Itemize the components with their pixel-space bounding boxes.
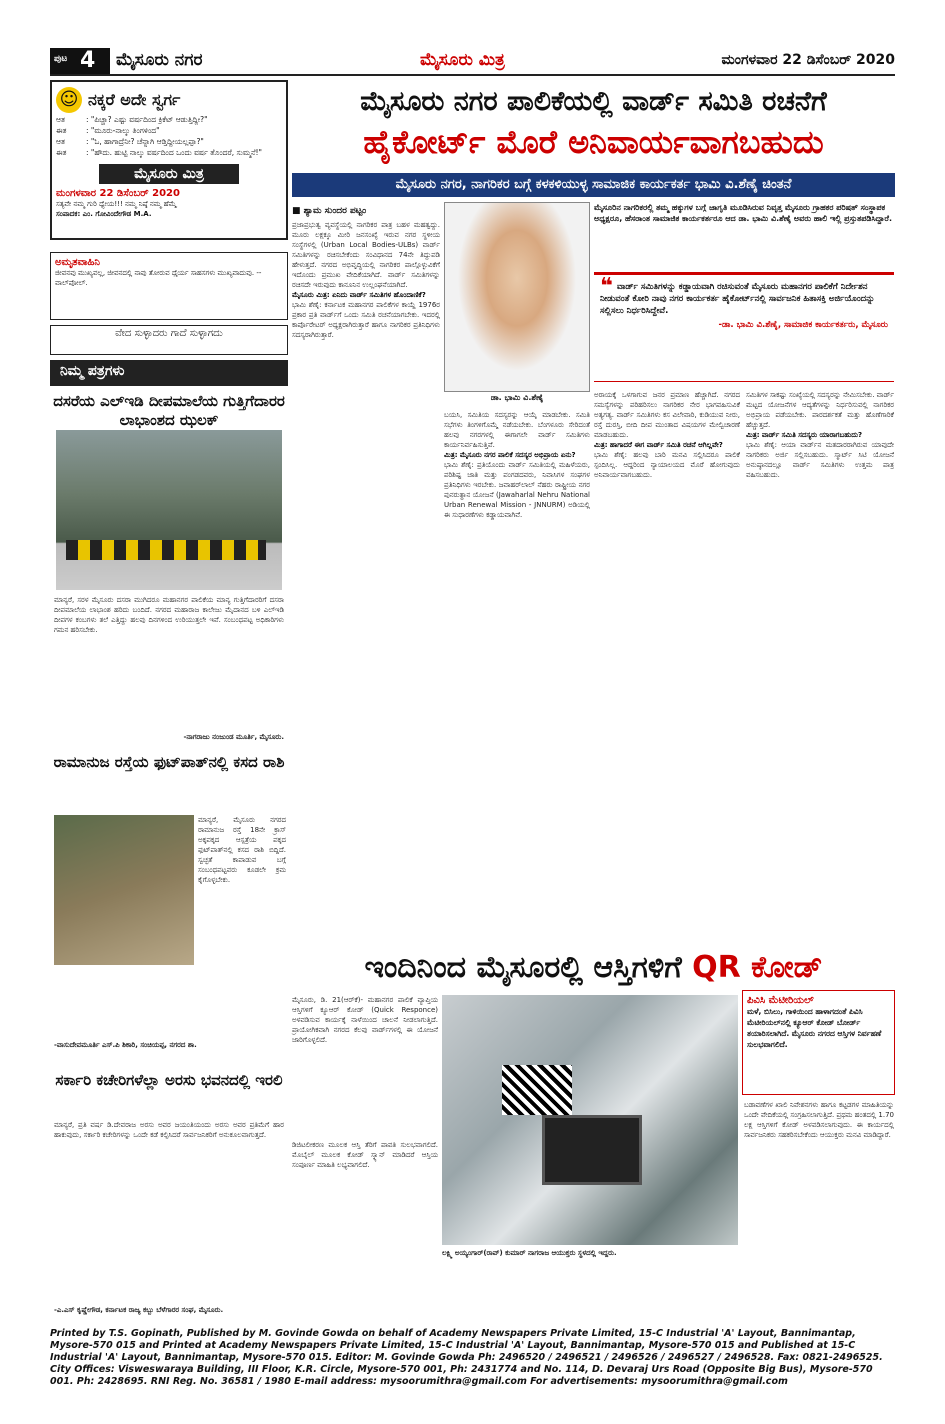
mitra-tagline: ಸತ್ಯವೇ ನಮ್ಮ ಗುರಿ ಧ್ಯೇಯ!!! ನಮ್ಮ ನಿಷ್ಠೆ ನಮ್ಮ ಹೆಮ್ಮೆ [56, 200, 177, 208]
masthead: ಮೈಸೂರು ಮಿತ್ರ [420, 50, 505, 70]
quote-mark-icon: ❝ [600, 274, 613, 299]
quote-signature: -ಡಾ. ಭಾಮಿ ವಿ.ಶೆಣೈ, ಸಾಮಾಜಿಕ ಕಾರ್ಯಕರ್ತರು, ಮೈಸೂರು [718, 320, 888, 330]
garbage-photo [54, 815, 194, 965]
qr-code-board [502, 1065, 572, 1115]
pvc-text: ಮಳೆ, ಬಿಸಿಲು, ಗಾಳಿಯಿಂದ ಹಾಳಾಗದಂತೆ ಪಿವಿಸಿ ಮೆಟೀರಿಯಲ್‌ನಲ್ಲಿ ಕ್ಯೂಆರ್ ಕೋಡ್ ಬೋರ್ಡ್ ತಯಾರಿಸಲಾಗಿದೆ. ಮೈಸೂರು ನಗರದ ಆಸ್ತಿಗಳ ನಿರ್ವಹಣೆ ಸುಲಭವಾಗಲಿದೆ. [747, 1007, 882, 1049]
pull-quote: ❝ ವಾರ್ಡ್ ಸಮಿತಿಗಳನ್ನು ಕಡ್ಡಾಯವಾಗಿ ರಚಿಸುವಂತೆ ಮೈಸೂರು ಮಹಾನಗರ ಪಾಲಿಕೆಗೆ ನಿರ್ದೇಶನ ನೀಡುವಂತೆ ಕೋರಿ ನಾವು ನಗರ ಕಾರ್ಯಕರ್ತ ಹೈಕೋರ್ಟ್‌ನಲ್ಲಿ ಸಾರ್ವಜನಿಕ ಹಿತಾಸಕ್ತಿ ಅರ್ಜಿಯೊಂದನ್ನು ಸಲ್ಲಿಸಲು ನಿರ್ಧರಿಸಿದ್ದೇವೆ. -ಡಾ. ಭಾಮಿ ವಿ.ಶೆಣೈ, ಸಾಮಾಜಿಕ ಕಾರ್ಯಕರ್ತರು, ಮೈಸೂರು [594, 272, 894, 382]
joke-line: ಈತ : "ಮೂರು-ನಾಲ್ಕು ತಿಂಗಳಿಂದ" [56, 126, 160, 135]
question: ಮಿತ್ರ: ಹಾಗಾದರೆ ಈಗ ವಾರ್ಡ್ ಸಮಿತಿ ರಚನೆ ಆಗಿಲ್ಲವೇ? [594, 441, 723, 449]
letter1-headline: ದಸರೆಯ ಎಲ್‌ಇಡಿ ದೀಪಮಾಲೆಯ ಗುತ್ತಿಗೆದಾರರ ಲಾಭಾಂಶದ ಝಲಕ್ [53, 392, 285, 429]
joke-header [56, 86, 282, 114]
computer-monitor [542, 1115, 642, 1185]
page-header [50, 48, 895, 76]
imprint-footer: Printed by T.S. Gopinath, Published by M. Govinde Gowda on behalf of Academy Newspapers Private Limited, 15-C Industrial 'A' Layout, Bannimantap, Mysore-570 015 and Printed at Academy Newspapers Private Limited, 15-C Industrial 'A' Layout, Bannimantap, Mysore-570 015 and Published at 15-C Industrial 'A' Layout, Bannimantap, Mysore-570 015. Editor: M. Govinde Gowda Ph: 2496520 / 2496521 / 2496526 / 2496527 / 2496528. Fax: 0821-2496525. City Offices: Visweswaraya Building, III Floor, K.R. Circle, Mysore-570 001, Ph: 2431774 and No. 114, D. Devaraj Urs Road (Opposite Big Bus), Mysore-570 001. Ph: 2428695. RNI Reg. No. 36581 / 1980 E-mail address: mysoorumithra@gmail.com For advertisements: mysoorumithra@gmail.com [50, 1328, 883, 1387]
qr-col3: ಬಡಾವಣೆಗಳ ಖಾಲಿ ನಿವೇಶನಗಳು ಹಾಗೂ ಕಟ್ಟಡಗಳ ಮಾಹಿತಿಯನ್ನು ಒಂದೇ ವೇದಿಕೆಯಲ್ಲಿ ಸಂಗ್ರಹಿಸಲಾಗುತ್ತಿದೆ. ಪ್ರಥಮ ಹಂತದಲ್ಲಿ 1.70 ಲಕ್ಷ ಆಸ್ತಿಗಳಿಗೆ ಕೋಡ್ ಅಳವಡಿಸಲಾಗುವುದು. ಈ ಕಾರ್ಯದಲ್ಲಿ ಸಾರ್ವಜನಿಕರು ಸಹಕರಿಸಬೇಕೆಂದು ಆಯುಕ್ತರು ಮನವಿ ಮಾಡಿದ್ದಾರೆ. [744, 1101, 894, 1139]
lead-subheadline: ಹೈಕೋರ್ಟ್ ಮೊರೆ ಅನಿವಾರ್ಯವಾಗಬಹುದು [363, 123, 824, 161]
section-title: ಮೈಸೂರು ನಗರ [116, 50, 203, 70]
joke-line: ಆತ : "ಪಿಚ್ಚಾ? ಎಷ್ಟು ವರ್ಷದಿಂದ ಕ್ರಿಕೆಟ್ ಆಡುತ್ತಿದ್ದೀ?" [56, 115, 208, 124]
lead-col4: ಸಮಿತಿಗಳ ಸಾಕಷ್ಟು ಸಂಖ್ಯೆಯಲ್ಲಿ ಸದಸ್ಯರನ್ನು ನೇಮಿಸಬೇಕು. ವಾರ್ಡ್ ಮಟ್ಟದ ಯೋಜನೆಗಳ ಆದ್ಯತೆಗಳನ್ನು ನಿರ್ಧರಿಸುವಲ್ಲಿ ನಾಗರಿಕರ ಅಭಿಪ್ರಾಯ ಪಡೆಯಬೇಕು. ಪಾರದರ್ಶಕತೆ ಮತ್ತು ಹೊಣೆಗಾರಿಕೆ ಹೆಚ್ಚುತ್ತದೆ. ಮಿತ್ರ: ವಾರ್ಡ್ ಸಮಿತಿ ಸದಸ್ಯರು ಯಾರಾಗಬಹುದು? ಭಾಮಿ ಶೆಣೈ: ಆಯಾ ವಾರ್ಡ್‌ನ ಮತದಾರರಾಗಿರುವ ಯಾವುದೇ ನಾಗರಿಕರು ಅರ್ಜಿ ಸಲ್ಲಿಸಬಹುದು. ಸ್ಮಾರ್ಟ್ ಸಿಟಿ ಯೋಜನೆ ಅನುಷ್ಠಾನದಲ್ಲೂ ವಾರ್ಡ್ ಸಮಿತಿಗಳು ಉತ್ತಮ ಪಾತ್ರ ವಹಿಸಬಹುದು. [746, 391, 894, 479]
joke-box [50, 80, 288, 240]
page-number: 4 [80, 48, 96, 73]
amrita-title: ಅಮೃತವಾಹಿನಿ [55, 257, 100, 268]
issue-date: ಮಂಗಳವಾರ 22 ಡಿಸೆಂಬರ್ 2020 [721, 52, 895, 68]
qr-photo-caption: ಲಕ್ಷ್ಮಿ ಅಯ್ಯಂಗಾರ್‌(ರಾವ್) ಕುಮಾರ್ ನಾಗರಾಜ ಆಯುಕ್ತರು ಸ್ಥಳದಲ್ಲಿ ಇದ್ದರು. [442, 1249, 617, 1257]
letter3-headline: ಸರ್ಕಾರಿ ಕಚೇರಿಗಳೆಲ್ಲಾ ಅರಸು ಭವನದಲ್ಲಿ ಇರಲಿ [55, 1071, 283, 1089]
intro-blurb: ಮೈಸೂರಿನ ನಾಗರಿಕರಲ್ಲಿ ತಮ್ಮ ಹಕ್ಕುಗಳ ಬಗ್ಗೆ ಜಾಗೃತಿ ಮೂಡಿಸಿರುವ ನಿವೃತ್ತ ಮೈಸೂರು ಗ್ರಾಹಕರ ಪರಿಷತ್ ಸಂಸ್ಥಾಪಕ ಅಧ್ಯಕ್ಷರೂ, ಹೆಸರಾಂತ ಸಾಮಾಜಿಕ ಕಾರ್ಯಕರ್ತರೂ ಆದ ಡಾ. ಭಾಮಿ ವಿ.ಶೆಣೈ ಅವರು ಹಾಲಿ ಇಲ್ಲಿ ಪ್ರಸ್ತುತಪಡಿಸಿದ್ದಾರೆ. [594, 203, 893, 223]
letter2-signature: -ವಾಸುದೇವಮೂರ್ತಿ ಎಸ್.ಪಿ ಶಿಕಾರಿ, ಸಂಚಿಯಪ್ಪ, ನಗರದ ಶಾ. [54, 1041, 197, 1049]
page-number-box [50, 48, 110, 74]
qr-office-photo [442, 995, 738, 1245]
letter2-body: ಮಾನ್ಯರೆ, ಮೈಸೂರು ನಗರದ ರಾಮಾನುಜ ರಸ್ತೆ 18ನೇ ಕ್ರಾಸ್ ಅಕ್ಕಪಕ್ಕದ ಆಸ್ಪತ್ರೆಯ ಪಕ್ಕದ ಫುಟ್‌ಪಾತ್‌ನಲ್ಲಿ ಕಸದ ರಾಶಿ ಬಿದ್ದಿದೆ. ಸ್ವಚ್ಛತೆ ಕಾಪಾಡುವ ಬಗ್ಗೆ ಸಂಬಂಧಪಟ್ಟವರು ಕೂಡಲೇ ಕ್ರಮ ಕೈಗೊಳ್ಳಬೇಕು. [198, 816, 286, 884]
mitra-editor: ಸಂಪಾದಕ: ಎಂ. ಗೋವಿಂದೇಗೌಡ M.A. [56, 210, 152, 218]
lead-strap: ಮೈಸೂರು ನಗರ, ನಾಗರಿಕರ ಬಗ್ಗೆ ಕಳಕಳಿಯುಳ್ಳ ಸಾಮಾಜಿಕ ಕಾರ್ಯಕರ್ತ ಭಾಮಿ ವಿ.ಶೆಣೈ ಚಿಂತನೆ [292, 173, 895, 197]
letters-header: ನಿಮ್ಮ ಪತ್ರಗಳು [50, 360, 288, 386]
proverb-box: ವೇದ ಸುಳ್ಳಾದರು ಗಾದೆ ಸುಳ್ಳಾಗದು [50, 325, 288, 355]
left-column [50, 80, 288, 1327]
amrita-box [50, 252, 288, 320]
page-label: ಪುಟ [54, 54, 68, 64]
lead-col3: ಅರಾಯಕ್ಕೆ ಒಳಗಾಗುವ ಜನರ ಪ್ರಮಾಣ ಹೆಚ್ಚಾಗಿದೆ. ನಗರದ ಸಮಸ್ಯೆಗಳನ್ನು ಪರಿಹರಿಸಲು ನಾಗರಿಕರ ನೇರ ಭಾಗವಹಿಸುವಿಕೆ ಅತ್ಯಗತ್ಯ. ವಾರ್ಡ್ ಸಮಿತಿಗಳು ಕಸ ವಿಲೇವಾರಿ, ಕುಡಿಯುವ ನೀರು, ರಸ್ತೆ ದುರಸ್ತಿ, ಬೀದಿ ದೀಪ ಮುಂತಾದ ವಿಷಯಗಳ ಮೇಲ್ವಿಚಾರಣೆ ಮಾಡಬಹುದು. ಮಿತ್ರ: ಹಾಗಾದರೆ ಈಗ ವಾರ್ಡ್ ಸಮಿತಿ ರಚನೆ ಆಗಿಲ್ಲವೇ? ಭಾಮಿ ಶೆಣೈ: ಹಲವು ಬಾರಿ ಮನವಿ ಸಲ್ಲಿಸಿದರೂ ಪಾಲಿಕೆ ಸ್ಪಂದಿಸಿಲ್ಲ. ಆದ್ದರಿಂದ ನ್ಯಾಯಾಲಯದ ಮೊರೆ ಹೋಗುವುದು ಅನಿವಾರ್ಯವಾಗಬಹುದು. [594, 391, 740, 479]
question: ಮಿತ್ರ: ಮೈಸೂರು ನಗರ ಪಾಲಿಕೆ ಸದಸ್ಯರ ಅಭಿಪ್ರಾಯ ಏನು? [444, 451, 576, 459]
qr-col2: ಡಿಜಿಟಲೀಕರಣ ಮೂಲಕ ಆಸ್ತಿ ತೆರಿಗೆ ಪಾವತಿ ಸುಲಭವಾಗಲಿದೆ. ಮೊಬೈಲ್ ಮೂಲಕ ಕೋಡ್ ಸ್ಕ್ಯಾನ್ ಮಾಡಿದರೆ ಆಸ್ತಿಯ ಸಂಪೂರ್ಣ ಮಾಹಿತಿ ಲಭ್ಯವಾಗಲಿದೆ. [292, 1141, 438, 1169]
joke-line: ಆತ : "ಓ, ಹಾಗಾದ್ರೆನೀ? ಚೆನ್ನಾಗಿ ಆಡ್ತಿದ್ದೀಯಲ್ಲಪ್ಪಾ?" [56, 137, 204, 146]
lead-col2: ಬಯಸಿ, ಸಮಿತಿಯ ಸದಸ್ಯರನ್ನು ಆಯ್ಕೆ ಮಾಡಬೇಕು. ಸಮಿತಿ ಸಭೆಗಳು ತಿಂಗಳಿಗೊಮ್ಮೆ ನಡೆಯಬೇಕು. ಬೆಂಗಳೂರು ಸೇರಿದಂತೆ ಹಲವು ನಗರಗಳಲ್ಲಿ ಈಗಾಗಲೇ ವಾರ್ಡ್ ಸಮಿತಿಗಳು ಕಾರ್ಯನಿರ್ವಹಿಸುತ್ತಿವೆ. ಮಿತ್ರ: ಮೈಸೂರು ನಗರ ಪಾಲಿಕೆ ಸದಸ್ಯರ ಅಭಿಪ್ರಾಯ ಏನು? ಭಾಮಿ ಶೆಣೈ: ಪ್ರತಿಯೊಂದು ವಾರ್ಡ್ ಸಮಿತಿಯಲ್ಲಿ ಮಹಿಳೆಯರು, ಪರಿಶಿಷ್ಟ ಜಾತಿ ಮತ್ತು ಪಂಗಡದವರು, ನಿವಾಸಿಗಳ ಸಂಘಗಳ ಪ್ರತಿನಿಧಿಗಳು ಇರಬೇಕು. ಜವಾಹರ್‌ಲಾಲ್ ನೆಹರು ರಾಷ್ಟ್ರೀಯ ನಗರ ಪುನರುತ್ಥಾನ ಯೋಜನೆ (Jawaharlal Nehru National Urban Renewal Mission - JNNURM) ಅಡಿಯಲ್ಲಿ ಈ ಸುಧಾರಣೆಗಳು ಕಡ್ಡಾಯವಾಗಿವೆ. [444, 411, 590, 519]
road-barrier [66, 540, 266, 560]
letter3-signature: -ಎ.ಎಸ್ ಕೃಷ್ಣೇಗೌಡ, ಕರ್ನಾಟಕ ರಾಜ್ಯ ಕಬ್ಬು ಬೆಳೆಗಾರರ ಸಂಘ, ಮೈಸೂರು. [54, 1306, 224, 1314]
letter1-signature: -ನಾಗರಾಜು ನಂಜುಂಡ ಮೂರ್ತಿ, ಮೈಸೂರು. [183, 733, 284, 741]
pvc-box [742, 990, 895, 1095]
letter3-body: ಮಾನ್ಯರೆ, ಪ್ರತಿ ವರ್ಷ ಡಿ.ದೇವರಾಜ ಅರಸು ಅವರ ಜಯಂತಿಯಂದು ಅರಸು ಅವರ ಪ್ರತಿಮೆಗೆ ಹಾರ ಹಾಕುವುದು, ಸರ್ಕಾರಿ ಕಚೇರಿಗಳನ್ನು ಒಂದೇ ಕಡೆ ಕಲ್ಪಿಸಿದರೆ ಸಾರ್ವಜನಿಕರಿಗೆ ಅನುಕೂಲವಾಗುತ್ತದೆ. [54, 1121, 284, 1139]
pvc-title: ಪಿವಿಸಿ ಮೆಟೀರಿಯಲ್ [747, 995, 814, 1006]
letter1-body: ಮಾನ್ಯರೆ, ಸರಳ ಮೈಸೂರು ದಸರಾ ಮುಗಿದರೂ ಮಹಾನಗರ ಪಾಲಿಕೆಯ ಮಾನ್ಯ ಗುತ್ತಿಗೆದಾರರಿಗೆ ದಸರಾ ದೀಪಮಾಲೆಯ ಲಾಭಾಂಶ ಹರಿದು ಬಂದಿದೆ. ನಗರದ ಮಹಾರಾಜ ಕಾಲೇಜು ಮೈದಾನದ ಬಳಿ ಎಲ್‌ಇಡಿ ದೀಪಗಳ ಕಂಬಗಳು ತಲೆ ಎತ್ತಿದ್ದು ಹಲವು ದಿನಗಳಿಂದ ಉರಿಯುತ್ತಲೇ ಇವೆ. ಸಂಬಂಧಪಟ್ಟ ಅಧಿಕಾರಿಗಳು ಗಮನ ಹರಿಸಬೇಕು. [54, 596, 284, 634]
letter2-headline: ರಾಮಾನುಜ ರಸ್ತೆಯ ಫುಟ್‌ಪಾತ್‌ನಲ್ಲಿ ಕಸದ ರಾಶಿ [53, 753, 285, 771]
portrait-caption: ಡಾ. ಭಾಮಿ ವಿ.ಶೆಣೈ [490, 393, 544, 402]
question: ಮೈಸೂರು ಮಿತ್ರ: ಏನಿದು ವಾರ್ಡ್ ಸಮಿತಿಗಳ ಹೊಂದಾಣಿಕೆ? [292, 291, 426, 299]
question: ಮಿತ್ರ: ವಾರ್ಡ್ ಸಮಿತಿ ಸದಸ್ಯರು ಯಾರಾಗಬಹುದು? [746, 431, 863, 439]
portrait-photo [444, 202, 590, 392]
qr-headline: ಇಂದಿನಿಂದ ಮೈಸೂರಲ್ಲಿ ಆಸ್ತಿಗಳಿಗೆ QR ಕೋಡ್ [364, 950, 823, 985]
byline: ■ ಶ್ಯಾಮ ಸುಂದರ ಪಟ್ಟಂ [292, 206, 367, 216]
joke-line: ಈತ : "ಹೌದು. ಹುಟ್ಟಿ ನಾಲ್ಕು ವರ್ಷದಿಂದ ಒಂದು ವರ್ಷ ತೊಂದರೆ, ಸುಮ್ಮನೆ!" [56, 148, 262, 157]
main-column [292, 80, 895, 1325]
lead-headline: ಮೈಸೂರು ನಗರ ಪಾಲಿಕೆಯಲ್ಲಿ ವಾರ್ಡ್ ಸಮಿತಿ ರಚನೆಗೆ [360, 86, 827, 117]
smiley-icon: ☺ [56, 87, 82, 113]
lead-col1: ಪ್ರಜಾಪ್ರಭುತ್ವ ವ್ಯವಸ್ಥೆಯಲ್ಲಿ ನಾಗರಿಕರ ಪಾತ್ರ ಬಹಳ ಮಹತ್ವದ್ದು. ಮೂರು ಲಕ್ಷಕ್ಕೂ ಮೀರಿ ಜನಸಂಖ್ಯೆ ಇರುವ ನಗರ ಸ್ಥಳೀಯ ಸಂಸ್ಥೆಗಳಲ್ಲಿ (Urban Local Bodies-ULBs) ವಾರ್ಡ್ ಸಮಿತಿಗಳನ್ನು ರಚಿಸಬೇಕೆಂದು ಸಂವಿಧಾನದ 74ನೇ ತಿದ್ದುಪಡಿ ಹೇಳುತ್ತದೆ. ನಗರದ ಅಭಿವೃದ್ಧಿಯಲ್ಲಿ ನಾಗರಿಕರ ಪಾಲ್ಗೊಳ್ಳುವಿಕೆಗೆ ಇದೊಂದು ಪ್ರಮುಖ ವೇದಿಕೆಯಾಗಿದೆ. ವಾರ್ಡ್ ಸಮಿತಿಗಳನ್ನು ರಚಿಸದೇ ಇರುವುದು ಕಾನೂನಿನ ಉಲ್ಲಂಘನೆಯಾಗಿದೆ. ಮೈಸೂರು ಮಿತ್ರ: ಏನಿದು ವಾರ್ಡ್ ಸಮಿತಿಗಳ ಹೊಂದಾಣಿಕೆ? ಭಾಮಿ ಶೆಣೈ: ಕರ್ನಾಟಕ ಮಹಾನಗರ ಪಾಲಿಕೆಗಳ ಕಾಯ್ದೆ 1976ರ ಪ್ರಕಾರ ಪ್ರತಿ ವಾರ್ಡ್‌ಗೆ ಒಂದು ಸಮಿತಿ ರಚನೆಯಾಗಬೇಕು. ಇದರಲ್ಲಿ ಕಾರ್ಪೊರೇಟರ್ ಅಧ್ಯಕ್ಷರಾಗಿರುತ್ತಾರೆ ಹಾಗೂ ನಾಗರಿಕರ ಪ್ರತಿನಿಧಿಗಳು ಸದಸ್ಯರಾಗಿರುತ್ತಾರೆ. [292, 221, 440, 339]
amrita-text: ಜೀವನವು ಮುಖ್ಯವಲ್ಲ, ಜೀವನದಲ್ಲಿ ನಾವು ತೋರುವ ಧೈರ್ಯ ಸಾಹಸಗಳು ಮುಖ್ಯವಾದುವು. --ವಾಲ್‌ಪೋಲ್. [55, 269, 262, 287]
mitra-logo: ಮೈಸೂರು ಮಿತ್ರ [99, 164, 239, 184]
qr-col1: ಮೈಸೂರು, ಡಿ. 21(ಆರ್‌ಕೆ)- ಮಹಾನಗರ ಪಾಲಿಕೆ ವ್ಯಾಪ್ತಿಯ ಆಸ್ತಿಗಳಿಗೆ ಕ್ಯೂಆರ್ ಕೋಡ್ (Quick Responce) ಅಳವಡಿಸುವ ಕಾರ್ಯಕ್ಕೆ ನಾಳೆಯಿಂದ ಚಾಲನೆ ನೀಡಲಾಗುತ್ತಿದೆ. ಪ್ರಾಯೋಗಿಕವಾಗಿ ನಗರದ ಕೆಲವು ವಾರ್ಡ್‌ಗಳಲ್ಲಿ ಈ ಯೋಜನೆ ಜಾರಿಗೊಳ್ಳಲಿದೆ. [292, 996, 438, 1044]
led-street-photo [56, 430, 282, 590]
joke-title: ನಕ್ಕರೆ ಅದೇ ಸ್ವರ್ಗ [88, 90, 181, 109]
mitra-date: ಮಂಗಳವಾರ 22 ಡಿಸೆಂಬರ್ 2020 [56, 188, 180, 199]
